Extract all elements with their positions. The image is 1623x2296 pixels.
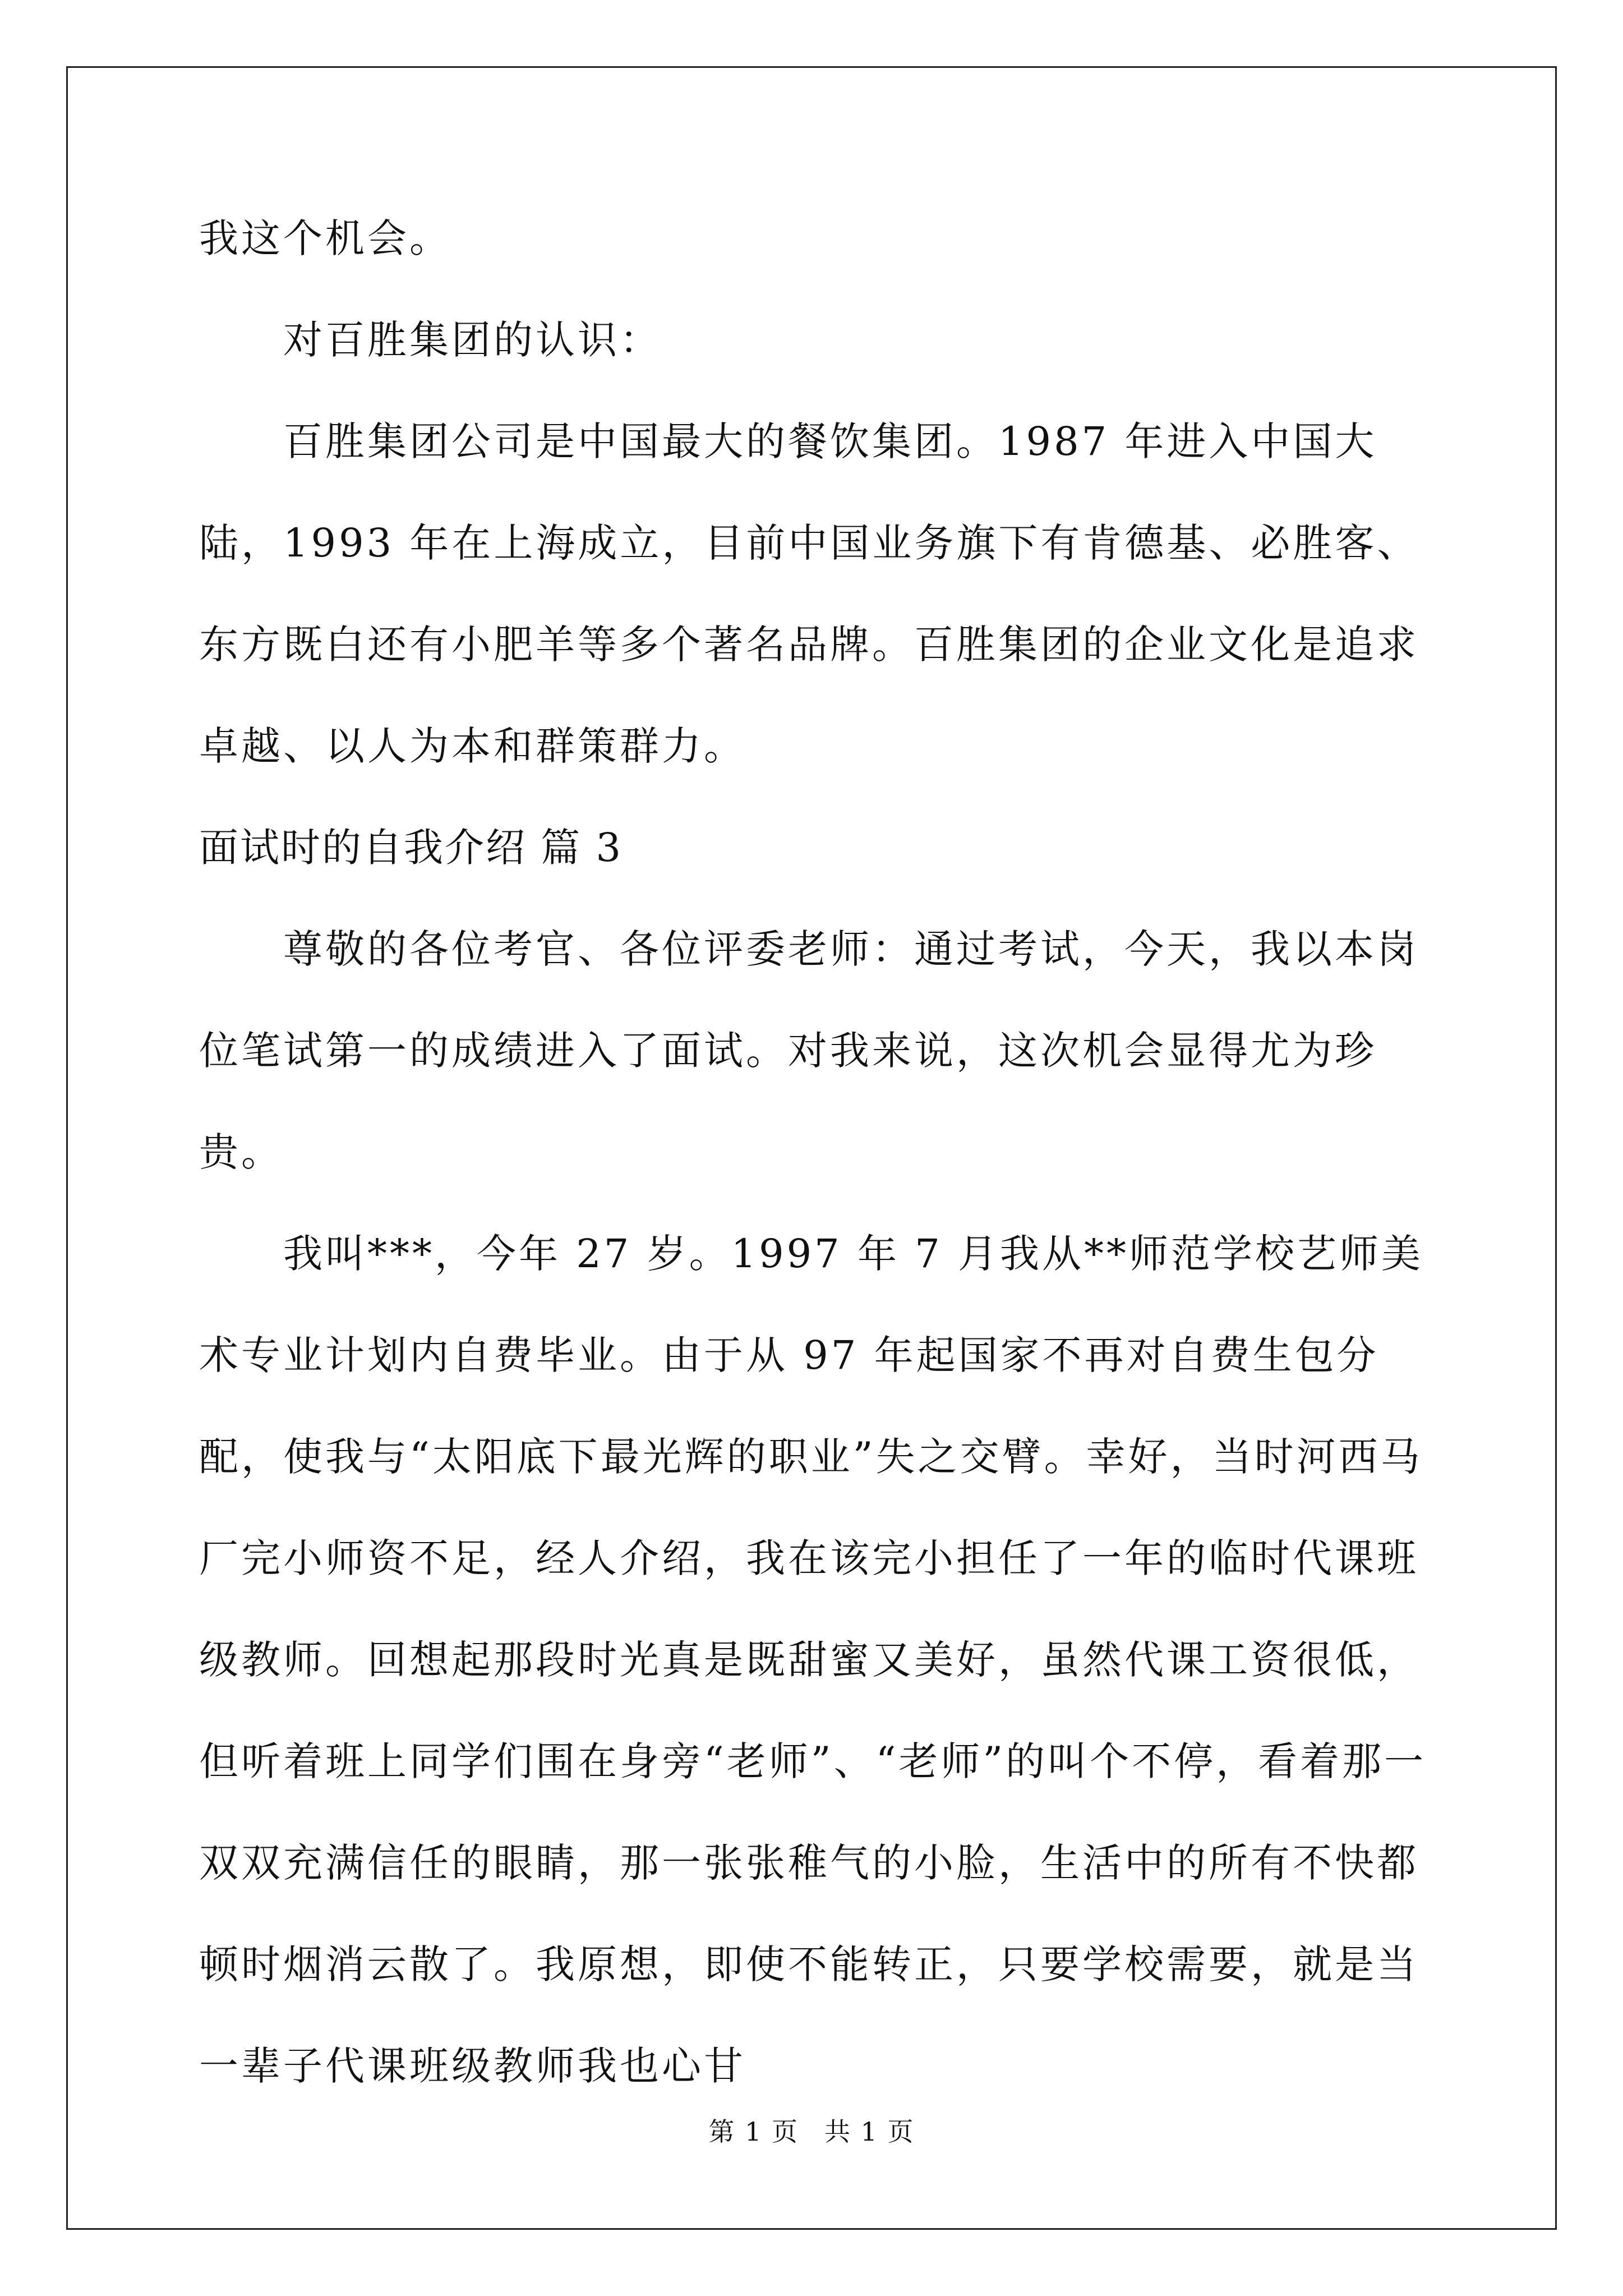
page-footer xyxy=(0,2115,1623,2148)
paragraph-company-intro: 百胜集团公司是中国最大的餐饮集团。1987 年进入中国大陆，1993 年在上海成立，目前中国业务旗下有肯德基、必胜客、东方既白还有小肥羊等多个著名品牌。百胜集团的企业文化是追求卓越、以人为本和群策群力。 xyxy=(199,418,1419,769)
paragraph-continuation: 我这个机会。 xyxy=(199,215,451,261)
paragraph-self-intro: 我叫***，今年 27 岁。1997 年 7 月我从**师范学校艺师美术专业计划内自费毕业。由于从 97 年起国家不再对自费生包分配，使我与“太阳底下最光辉的职业”失之交臂。幸好，当时河西马厂完小师资不足，经人介绍，我在该完小担任了一年的临时代课班级教师。回想起那段时光真是既甜蜜又美好，虽然代课工资很低，但听着班上同学们围在身旁“老师”、“老师”的叫个不停，看着那一双双充满信任的眼睛，那一张张稚气的小脸，生活中的所有不快都顿时烟消云散了。我原想，即使不能转正，只要学校需要，就是当一辈子代课班级教师我也心甘 xyxy=(199,1231,1427,2089)
page-number: 第 1 页 xyxy=(708,2116,799,2147)
page-total: 共 1 页 xyxy=(824,2116,915,2147)
section-title: 面试时的自我介绍 篇 3 xyxy=(199,825,623,871)
document-body xyxy=(199,188,1433,2117)
paragraph-section-heading: 对百胜集团的认识： xyxy=(283,317,662,363)
paragraph-greeting: 尊敬的各位考官、各位评委老师：通过考试，今天，我以本岗位笔试第一的成绩进入了面试。对我来说，这次机会显得尤为珍贵。 xyxy=(199,926,1419,1175)
